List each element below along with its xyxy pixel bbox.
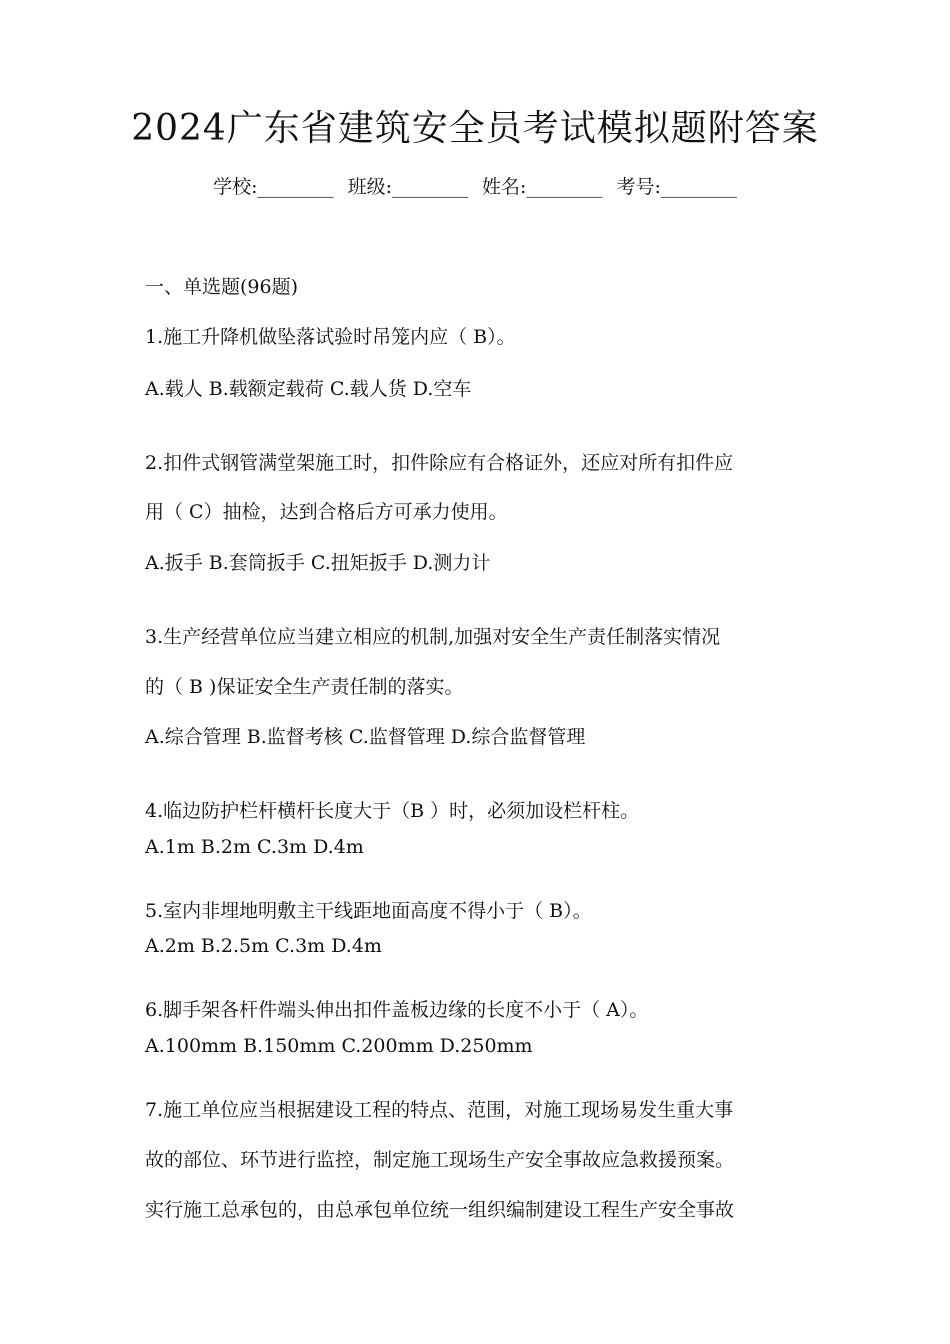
section-heading: 一、单选题(96题) — [145, 276, 299, 298]
question-4-options: A.1m B.2m C.3m D.4m — [145, 836, 364, 858]
question-3-text-line-1: 3.生产经营单位应当建立相应的机制,加强对安全生产责任制落实情况 — [145, 626, 721, 648]
class-field: 班级:________ — [347, 176, 468, 198]
exam-number-field: 考号:________ — [616, 176, 737, 198]
question-2-text-line-1: 2.扣件式钢管满堂架施工时，扣件除应有合格证外，还应对所有扣件应 — [145, 452, 734, 474]
question-7-text-line-1: 7.施工单位应当根据建设工程的特点、范围，对施工现场易发生重大事 — [145, 1099, 734, 1121]
question-7-text-line-2: 故的部位、环节进行监控，制定施工现场生产安全事故应急救援预案。 — [145, 1149, 735, 1171]
question-1-text: 1.施工升降机做坠落试验时吊笼内应（ B）。 — [145, 326, 516, 348]
question-2-text-line-2: 用（ C）抽检，达到合格后方可承力使用。 — [145, 501, 508, 523]
question-6-options: A.100mm B.150mm C.200mm D.250mm — [145, 1035, 533, 1057]
question-3-text-line-2: 的（ B )保证安全生产责任制的落实。 — [145, 676, 464, 698]
question-6-text: 6.脚手架各杆件端头伸出扣件盖板边缘的长度不小于（ A）。 — [145, 999, 649, 1021]
question-5-options: A.2m B.2.5m C.3m D.4m — [145, 935, 382, 957]
question-1-options: A.载人 B.载额定载荷 C.载人货 D.空车 — [145, 378, 472, 400]
question-4-text: 4.临边防护栏杆横杆长度大于（B ）时，必须加设栏杆柱。 — [145, 800, 640, 822]
question-3-options: A.综合管理 B.监督考核 C.监督管理 D.综合监督管理 — [145, 726, 586, 748]
student-info-line — [0, 172, 950, 199]
school-field: 学校:________ — [213, 176, 334, 198]
question-5-text: 5.室内非埋地明敷主干线距地面高度不得小于（ B）。 — [145, 900, 592, 922]
question-2-options: A.扳手 B.套筒扳手 C.扭矩扳手 D.测力计 — [145, 552, 491, 574]
question-7-text-line-3: 实行施工总承包的，由总承包单位统一组织编制建设工程生产安全事故 — [145, 1199, 735, 1221]
name-field: 姓名:________ — [482, 176, 603, 198]
document-title: 2024广东省建筑安全员考试模拟题附答案 — [131, 108, 819, 149]
